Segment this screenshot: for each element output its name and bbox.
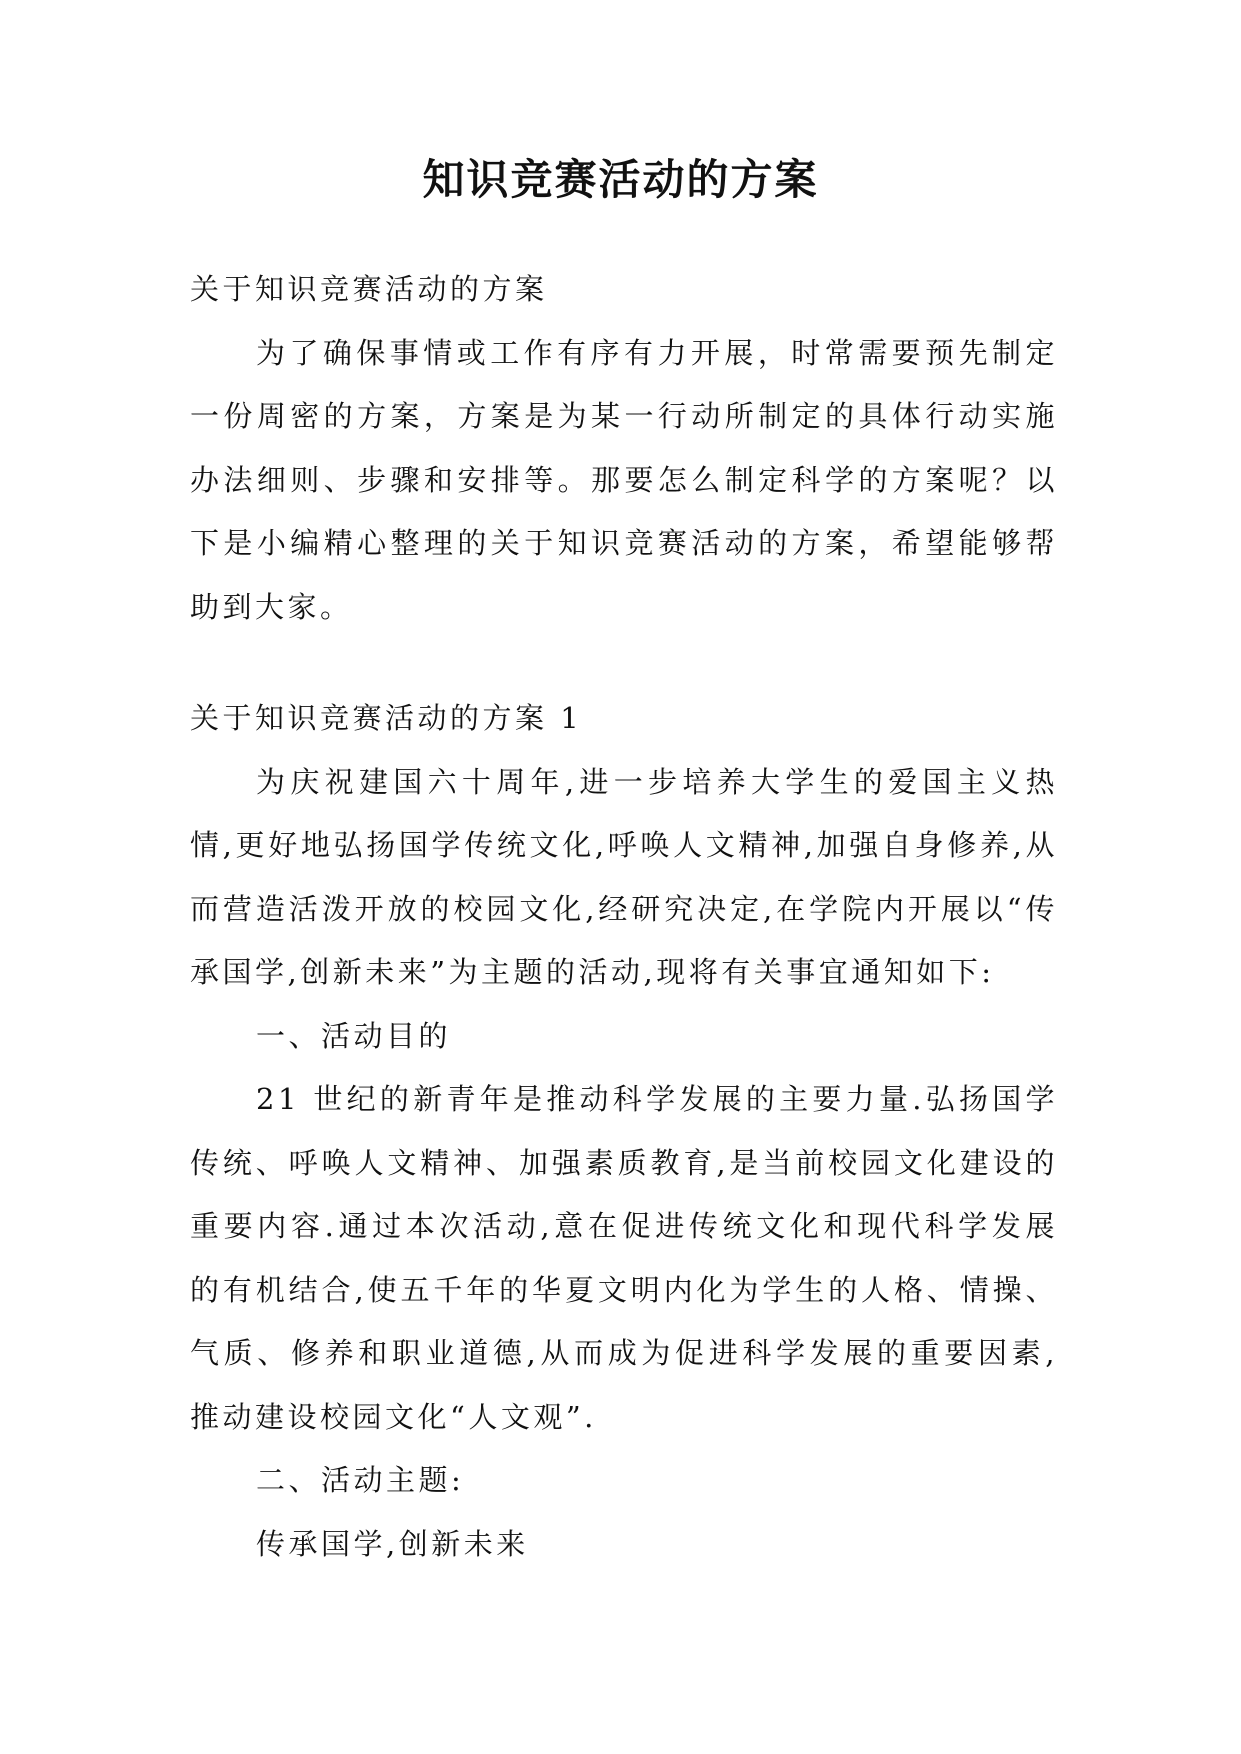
section1-heading: 关于知识竞赛活动的方案 1	[190, 701, 583, 735]
document-body	[190, 258, 1058, 1576]
section-spacer	[190, 639, 1058, 687]
document-title: 知识竞赛活动的方案	[422, 155, 819, 204]
intro-heading: 关于知识竞赛活动的方案	[190, 272, 548, 306]
intro-paragraph: 为了确保事情或工作有序有力开展，时常需要预先制定一份周密的方案，方案是为某一行动所制定的具体行动实施办法细则、步骤和安排等。那要怎么制定科学的方案呢？以下是小编精心整理的关于知识竞赛活动的方案，希望能够帮助到大家。	[190, 335, 1058, 624]
purpose-heading: 一、活动目的	[256, 1018, 452, 1053]
section1-paragraph: 为庆祝建国六十周年,进一步培养大学生的爱国主义热情,更好地弘扬国学传统文化,呼唤人文精神,加强自身修养,从而营造活泼开放的校园文化,经研究决定,在学院内开展以“传承国学,创新未来”为主题的活动,现将有关事宜通知如下:	[190, 764, 1058, 989]
purpose-paragraph: 21 世纪的新青年是推动科学发展的主要力量.弘扬国学传统、呼唤人文精神、加强素质教育,是当前校园文化建设的重要内容.通过本次活动,意在促进传统文化和现代科学发展的有机结合,使五千年的华夏文明内化为学生的人格、情操、气质、修养和职业道德,从而成为促进科学发展的重要因素,推动建设校园文化“人文观”.	[190, 1082, 1058, 1434]
theme-text: 传承国学,创新未来	[256, 1526, 529, 1561]
theme-heading: 二、活动主题:	[256, 1463, 465, 1497]
